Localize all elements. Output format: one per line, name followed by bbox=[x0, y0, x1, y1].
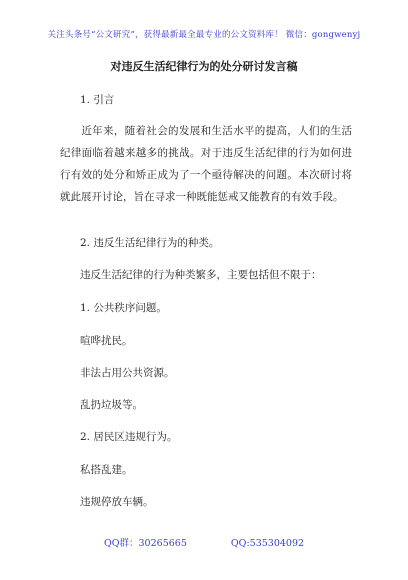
list-item: 乱扔垃圾等。 bbox=[80, 399, 143, 411]
item-heading-residential: 2. 居民区违规行为。 bbox=[80, 431, 178, 443]
footer-qq-group: QQ群：30265665 bbox=[103, 538, 187, 549]
list-item: 违规停放车辆。 bbox=[80, 496, 154, 508]
intro-paragraph bbox=[60, 120, 352, 208]
list-item: 喧哗扰民。 bbox=[80, 335, 133, 347]
types-intro: 违反生活纪律的行为种类繁多，主要包括但不限于： bbox=[80, 269, 322, 281]
footer-contacts bbox=[0, 535, 408, 549]
item-heading-public-order: 1. 公共秩序问题。 bbox=[80, 302, 167, 314]
footer-qq: QQ:535304092 bbox=[230, 538, 305, 549]
section-heading-intro: 1. 引言 bbox=[80, 94, 115, 106]
header-banner: 关注头条号“公文研究”，获得最新最全最专业的公文资料库！ 微信：gongwenyj bbox=[47, 30, 361, 40]
intro-paragraph-text: 近年来，随着社会的发展和生活水平的提高，人们的生活纪律面临着越来越多的挑战。对于违反生活纪律的行为如何进行有效的处分和矫正成为了一个亟待解决的问题。本次研讨将就此展开讨论，旨在寻求一种既能惩戒又能教育的有效手段。 bbox=[60, 125, 352, 203]
document-title: 对违反生活纪律行为的处分研讨发言稿 bbox=[110, 60, 298, 73]
list-item: 非法占用公共资源。 bbox=[80, 367, 175, 379]
section-heading-types: 2. 违反生活纪律行为的种类。 bbox=[80, 237, 220, 249]
list-item: 私搭乱建。 bbox=[80, 464, 133, 476]
